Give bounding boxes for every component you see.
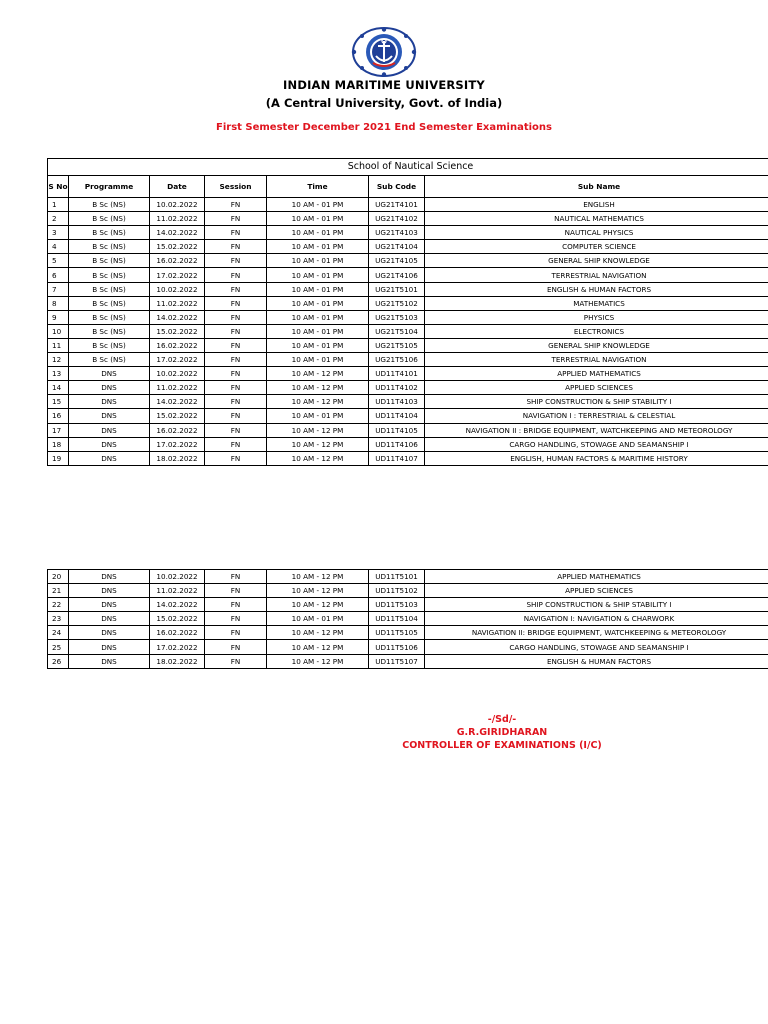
table-cell: 16.02.2022 xyxy=(150,626,205,640)
table-cell: 18 xyxy=(48,437,69,451)
table-cell: 15 xyxy=(48,395,69,409)
table-cell: NAUTICAL PHYSICS xyxy=(425,226,768,240)
table-cell: 24 xyxy=(48,626,69,640)
table-cell: 17.02.2022 xyxy=(150,353,205,367)
table-cell: FN xyxy=(205,282,267,296)
table-cell: PHYSICS xyxy=(425,310,768,324)
table-cell: FN xyxy=(205,640,267,654)
table-cell: 9 xyxy=(48,310,69,324)
table-cell: 4 xyxy=(48,240,69,254)
table-cell: GENERAL SHIP KNOWLEDGE xyxy=(425,338,768,352)
table-cell: B Sc (NS) xyxy=(69,268,150,282)
table-cell: 11.02.2022 xyxy=(150,584,205,598)
table-cell: FN xyxy=(205,654,267,668)
table-row xyxy=(48,451,768,465)
table-cell: CARGO HANDLING, STOWAGE AND SEAMANSHIP I xyxy=(425,640,768,654)
table-cell: UG21T4105 xyxy=(369,254,425,268)
table-cell: B Sc (NS) xyxy=(69,212,150,226)
column-header: Sub Code xyxy=(369,176,425,198)
table-cell: 16 xyxy=(48,409,69,423)
table-cell: 23 xyxy=(48,612,69,626)
table-cell: FN xyxy=(205,570,267,584)
table-cell: NAUTICAL MATHEMATICS xyxy=(425,212,768,226)
table-cell: DNS xyxy=(69,451,150,465)
table-cell: 10 AM - 12 PM xyxy=(267,570,369,584)
table-cell: B Sc (NS) xyxy=(69,240,150,254)
table-cell: 10 AM - 01 PM xyxy=(267,310,369,324)
table-cell: FN xyxy=(205,254,267,268)
table-cell: B Sc (NS) xyxy=(69,226,150,240)
table-cell: ELECTRONICS xyxy=(425,324,768,338)
table-cell: UG21T4106 xyxy=(369,268,425,282)
table-cell: 10 AM - 12 PM xyxy=(267,626,369,640)
table-cell: TERRESTRIAL NAVIGATION xyxy=(425,268,768,282)
table-cell: UG21T5102 xyxy=(369,296,425,310)
table-cell: 10 AM - 12 PM xyxy=(267,598,369,612)
table-row xyxy=(48,254,768,268)
table-cell: UD11T5107 xyxy=(369,654,425,668)
table-cell: 10 AM - 01 PM xyxy=(267,226,369,240)
table-row xyxy=(48,198,768,212)
table-cell: DNS xyxy=(69,626,150,640)
table-cell: 1 xyxy=(48,198,69,212)
column-header: Date xyxy=(150,176,205,198)
table-row xyxy=(48,612,768,626)
table-row xyxy=(48,654,768,668)
table-cell: NAVIGATION II: BRIDGE EQUIPMENT, WATCHKEEPING & METEOROLOGY xyxy=(425,626,768,640)
table-cell: FN xyxy=(205,324,267,338)
table-cell: 10 AM - 12 PM xyxy=(267,654,369,668)
table-row xyxy=(48,338,768,352)
table-cell: 10 AM - 01 PM xyxy=(267,353,369,367)
table-cell: UD11T4103 xyxy=(369,395,425,409)
table-cell: FN xyxy=(205,451,267,465)
table-row xyxy=(48,240,768,254)
table-cell: 10 AM - 12 PM xyxy=(267,451,369,465)
table-cell: UD11T4106 xyxy=(369,437,425,451)
table-cell: 14.02.2022 xyxy=(150,395,205,409)
table-cell: 10 AM - 01 PM xyxy=(267,296,369,310)
table-cell: FN xyxy=(205,226,267,240)
university-subtitle: (A Central University, Govt. of India) xyxy=(265,96,503,110)
table-cell: UD11T4104 xyxy=(369,409,425,423)
table-cell: ENGLISH xyxy=(425,198,768,212)
table-cell: DNS xyxy=(69,409,150,423)
table-row xyxy=(48,353,768,367)
table-cell: FN xyxy=(205,212,267,226)
table-cell: FN xyxy=(205,268,267,282)
table-cell: B Sc (NS) xyxy=(69,282,150,296)
table-cell: FN xyxy=(205,612,267,626)
table-cell: B Sc (NS) xyxy=(69,254,150,268)
column-header: Sub Name xyxy=(425,176,768,198)
table-row xyxy=(48,282,768,296)
table-cell: FN xyxy=(205,423,267,437)
table-cell: UD11T5104 xyxy=(369,612,425,626)
school-name: School of Nautical Science xyxy=(48,159,768,176)
table-cell: DNS xyxy=(69,612,150,626)
table-cell: 3 xyxy=(48,226,69,240)
table-cell: APPLIED MATHEMATICS xyxy=(425,367,768,381)
table-cell: COMPUTER SCIENCE xyxy=(425,240,768,254)
table-cell: UG21T5103 xyxy=(369,310,425,324)
table-cell: DNS xyxy=(69,654,150,668)
table-cell: 10 AM - 01 PM xyxy=(267,212,369,226)
university-name: INDIAN MARITIME UNIVERSITY xyxy=(283,78,485,92)
table-cell: 5 xyxy=(48,254,69,268)
table-cell: FN xyxy=(205,198,267,212)
table-cell: UD11T4105 xyxy=(369,423,425,437)
table-cell: 15.02.2022 xyxy=(150,612,205,626)
university-logo xyxy=(351,27,417,77)
table-cell: 11.02.2022 xyxy=(150,212,205,226)
table-cell: 18.02.2022 xyxy=(150,654,205,668)
table-row xyxy=(48,598,768,612)
table-cell: 10 AM - 01 PM xyxy=(267,612,369,626)
table-cell: 10 AM - 12 PM xyxy=(267,437,369,451)
table-cell: DNS xyxy=(69,381,150,395)
table-cell: FN xyxy=(205,598,267,612)
signatory-name: G.R.GIRIDHARAN xyxy=(456,727,548,738)
exam-schedule-table xyxy=(47,158,768,466)
table-cell: UG21T5105 xyxy=(369,338,425,352)
table-cell: 25 xyxy=(48,640,69,654)
table-cell: APPLIED SCIENCES xyxy=(425,381,768,395)
table-cell: 26 xyxy=(48,654,69,668)
table-cell: B Sc (NS) xyxy=(69,310,150,324)
table-cell: 14.02.2022 xyxy=(150,310,205,324)
table-cell: APPLIED SCIENCES xyxy=(425,584,768,598)
table-cell: FN xyxy=(205,584,267,598)
table-row xyxy=(48,437,768,451)
table-cell: UD11T5102 xyxy=(369,584,425,598)
table-cell: UD11T5101 xyxy=(369,570,425,584)
table-cell: 10 AM - 12 PM xyxy=(267,423,369,437)
signatory-designation: CONTROLLER OF EXAMINATIONS (I/C) xyxy=(402,740,602,751)
table-cell: UD11T4102 xyxy=(369,381,425,395)
table-cell: 7 xyxy=(48,282,69,296)
table-cell: UG21T5104 xyxy=(369,324,425,338)
table-cell: 17.02.2022 xyxy=(150,268,205,282)
table-cell: 10 xyxy=(48,324,69,338)
table-cell: 18.02.2022 xyxy=(150,451,205,465)
table-cell: 12 xyxy=(48,353,69,367)
table-row xyxy=(48,268,768,282)
table-cell: SHIP CONSTRUCTION & SHIP STABILITY I xyxy=(425,598,768,612)
table-row xyxy=(48,395,768,409)
table-cell: FN xyxy=(205,367,267,381)
table-cell: 6 xyxy=(48,268,69,282)
exam-schedule-table-continued xyxy=(47,569,768,669)
table-cell: 14 xyxy=(48,381,69,395)
table-row xyxy=(48,640,768,654)
table-row xyxy=(48,584,768,598)
table-cell: DNS xyxy=(69,437,150,451)
table-cell: 19 xyxy=(48,451,69,465)
table-cell: 11 xyxy=(48,338,69,352)
column-header: Time xyxy=(267,176,369,198)
table-cell: 10.02.2022 xyxy=(150,367,205,381)
table-cell: 8 xyxy=(48,296,69,310)
table-cell: 13 xyxy=(48,367,69,381)
table-cell: 10 AM - 01 PM xyxy=(267,409,369,423)
table-row xyxy=(48,367,768,381)
table-cell: 10 AM - 01 PM xyxy=(267,254,369,268)
table-cell: FN xyxy=(205,437,267,451)
table-cell: UG21T4101 xyxy=(369,198,425,212)
table-cell: DNS xyxy=(69,570,150,584)
table-cell: APPLIED MATHEMATICS xyxy=(425,570,768,584)
table-cell: DNS xyxy=(69,598,150,612)
table-cell: TERRESTRIAL NAVIGATION xyxy=(425,353,768,367)
table-cell: 17.02.2022 xyxy=(150,640,205,654)
table-cell: 2 xyxy=(48,212,69,226)
table-cell: B Sc (NS) xyxy=(69,353,150,367)
table-cell: UG21T5101 xyxy=(369,282,425,296)
table-cell: UD11T5105 xyxy=(369,626,425,640)
table-cell: FN xyxy=(205,626,267,640)
table-cell: UG21T5106 xyxy=(369,353,425,367)
table-cell: CARGO HANDLING, STOWAGE AND SEAMANSHIP I xyxy=(425,437,768,451)
table-cell: FN xyxy=(205,381,267,395)
table-cell: 10.02.2022 xyxy=(150,282,205,296)
table-cell: 10 AM - 01 PM xyxy=(267,282,369,296)
table-cell: 10.02.2022 xyxy=(150,570,205,584)
table-cell: 15.02.2022 xyxy=(150,324,205,338)
table-cell: B Sc (NS) xyxy=(69,198,150,212)
table-cell: FN xyxy=(205,395,267,409)
table-cell: DNS xyxy=(69,395,150,409)
table-cell: UG21T4102 xyxy=(369,212,425,226)
table-cell: 17 xyxy=(48,423,69,437)
table-row xyxy=(48,324,768,338)
table-cell: 14.02.2022 xyxy=(150,598,205,612)
table-cell: UD11T5106 xyxy=(369,640,425,654)
signature-mark: -/Sd/- xyxy=(487,714,517,725)
table-cell: DNS xyxy=(69,584,150,598)
table-cell: 20 xyxy=(48,570,69,584)
table-cell: FN xyxy=(205,240,267,254)
table-cell: FN xyxy=(205,296,267,310)
table-cell: DNS xyxy=(69,640,150,654)
table-row xyxy=(48,626,768,640)
table-cell: UD11T5103 xyxy=(369,598,425,612)
table-row xyxy=(48,310,768,324)
table-cell: 10 AM - 12 PM xyxy=(267,395,369,409)
table-cell: NAVIGATION I : TERRESTRIAL & CELESTIAL xyxy=(425,409,768,423)
table-cell: B Sc (NS) xyxy=(69,296,150,310)
table-cell: ENGLISH, HUMAN FACTORS & MARITIME HISTORY xyxy=(425,451,768,465)
table-cell: UG21T4104 xyxy=(369,240,425,254)
table-cell: NAVIGATION II : BRIDGE EQUIPMENT, WATCHKEEPING AND METEOROLOGY xyxy=(425,423,768,437)
table-cell: UG21T4103 xyxy=(369,226,425,240)
table-cell: 10 AM - 01 PM xyxy=(267,324,369,338)
table-cell: FN xyxy=(205,338,267,352)
table-cell: 16.02.2022 xyxy=(150,338,205,352)
table-cell: MATHEMATICS xyxy=(425,296,768,310)
table-cell: 15.02.2022 xyxy=(150,409,205,423)
table-cell: 15.02.2022 xyxy=(150,240,205,254)
table-cell: B Sc (NS) xyxy=(69,324,150,338)
table-cell: 22 xyxy=(48,598,69,612)
table-cell: ENGLISH & HUMAN FACTORS xyxy=(425,282,768,296)
table-cell: B Sc (NS) xyxy=(69,338,150,352)
table-cell: 10 AM - 01 PM xyxy=(267,268,369,282)
table-cell: UD11T4101 xyxy=(369,367,425,381)
column-header: Session xyxy=(205,176,267,198)
table-cell: 10 AM - 01 PM xyxy=(267,338,369,352)
table-cell: DNS xyxy=(69,423,150,437)
table-row xyxy=(48,212,768,226)
table-cell: FN xyxy=(205,409,267,423)
table-cell: FN xyxy=(205,353,267,367)
exam-title: First Semester December 2021 End Semester Examinations xyxy=(216,122,552,133)
table-cell: 10 AM - 12 PM xyxy=(267,584,369,598)
table-row xyxy=(48,570,768,584)
table-cell: 16.02.2022 xyxy=(150,423,205,437)
table-cell: 11.02.2022 xyxy=(150,296,205,310)
table-cell: 10 AM - 01 PM xyxy=(267,240,369,254)
table-cell: GENERAL SHIP KNOWLEDGE xyxy=(425,254,768,268)
table-row xyxy=(48,381,768,395)
table-cell: 10 AM - 12 PM xyxy=(267,367,369,381)
column-header: S No xyxy=(48,176,69,198)
table-cell: UD11T4107 xyxy=(369,451,425,465)
table-cell: 21 xyxy=(48,584,69,598)
table-cell: 10 AM - 12 PM xyxy=(267,381,369,395)
table-cell: 10.02.2022 xyxy=(150,198,205,212)
table-cell: 11.02.2022 xyxy=(150,381,205,395)
table-row xyxy=(48,296,768,310)
table-cell: ENGLISH & HUMAN FACTORS xyxy=(425,654,768,668)
table-row xyxy=(48,423,768,437)
table-cell: 10 AM - 12 PM xyxy=(267,640,369,654)
column-header: Programme xyxy=(69,176,150,198)
table-cell: 17.02.2022 xyxy=(150,437,205,451)
table-cell: 14.02.2022 xyxy=(150,226,205,240)
table-cell: NAVIGATION I: NAVIGATION & CHARWORK xyxy=(425,612,768,626)
table-cell: SHIP CONSTRUCTION & SHIP STABILITY I xyxy=(425,395,768,409)
table-cell: 10 AM - 01 PM xyxy=(267,198,369,212)
table-cell: 16.02.2022 xyxy=(150,254,205,268)
table-cell: FN xyxy=(205,310,267,324)
table-row xyxy=(48,226,768,240)
table-cell: DNS xyxy=(69,367,150,381)
table-row xyxy=(48,409,768,423)
